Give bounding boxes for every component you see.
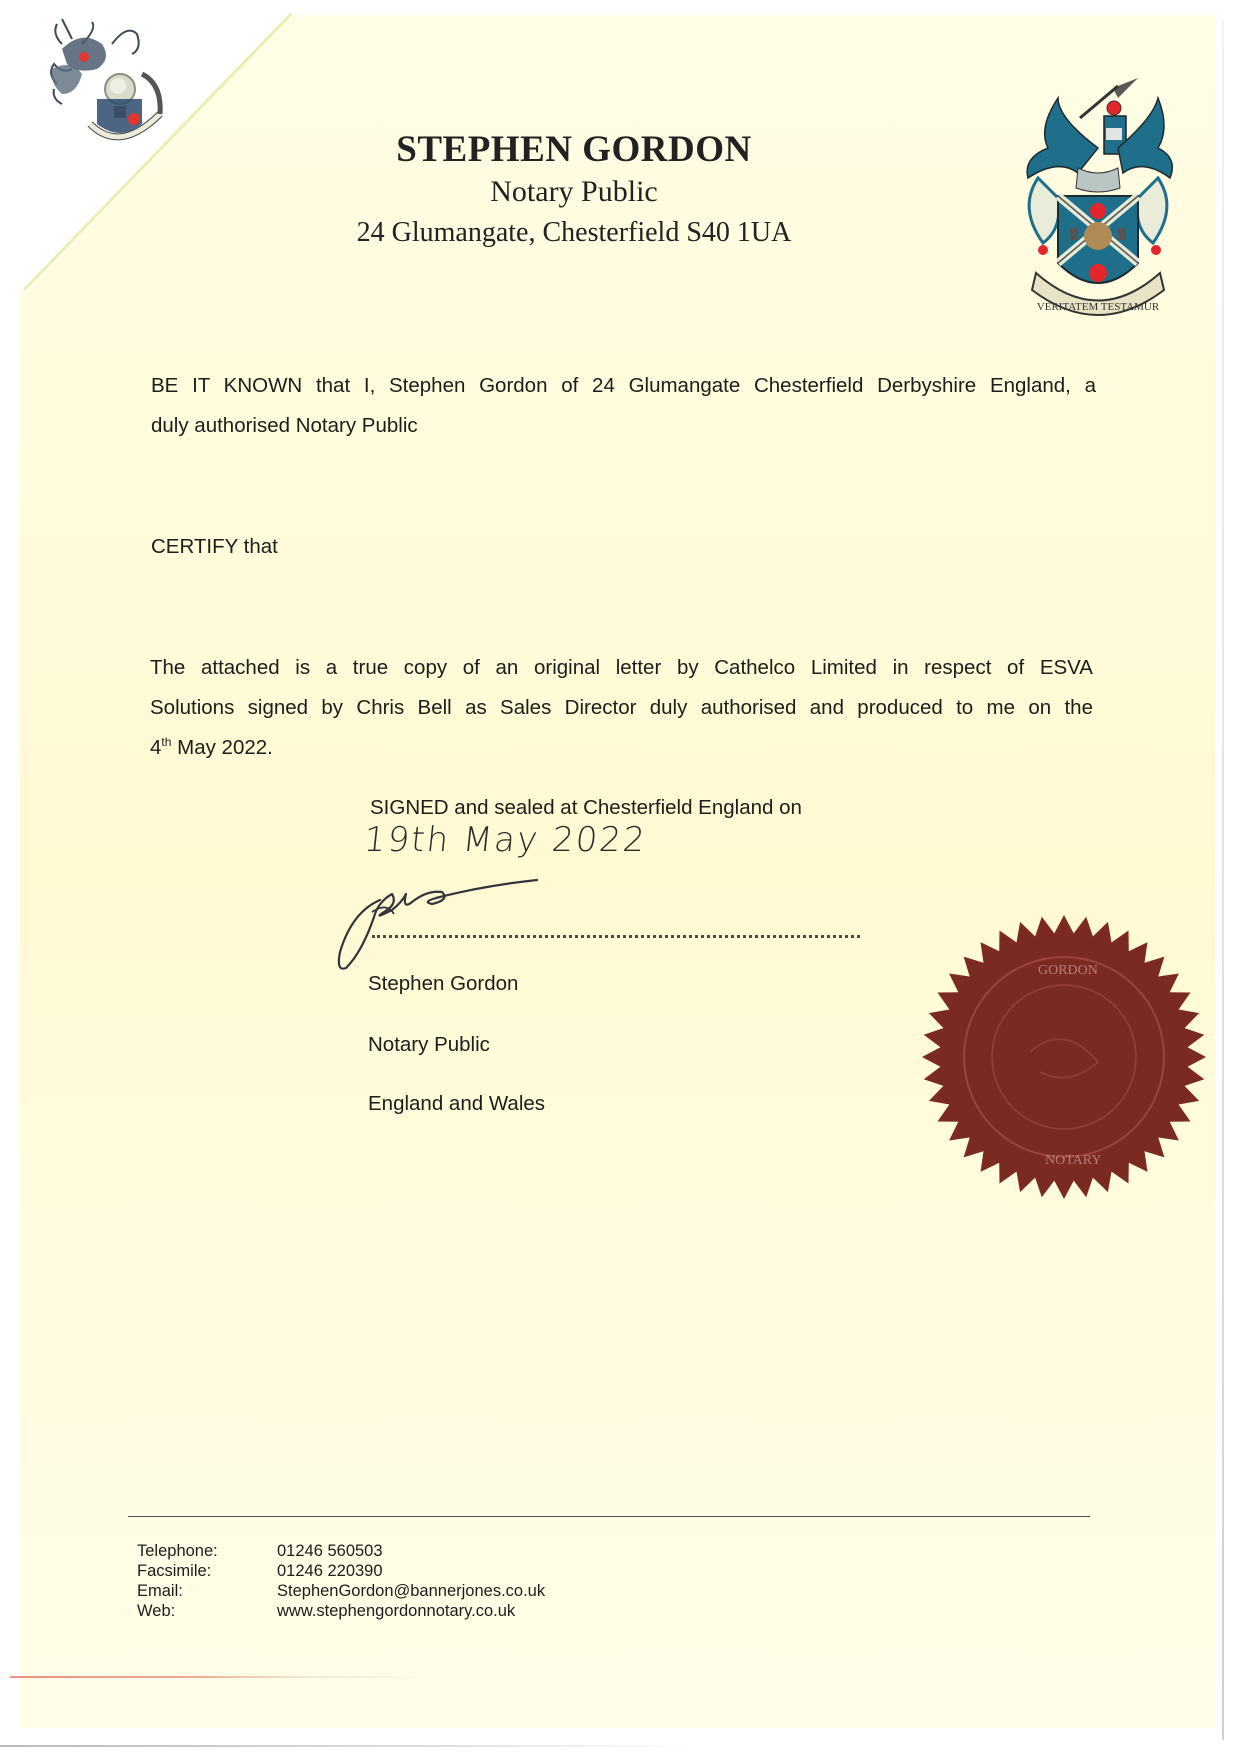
signatory-jurisdiction: England and Wales: [368, 1092, 546, 1115]
attestation-paragraph: [150, 648, 1093, 768]
contact-footer: [137, 1541, 545, 1621]
signatory-role: Notary Public: [368, 1033, 490, 1056]
web-label: Web:: [137, 1602, 176, 1620]
footer-email-row: [137, 1581, 545, 1601]
attestation-date-rest: May 2022.: [171, 736, 273, 759]
notary-address: 24 Glumangate, Chesterfield S40 1UA: [356, 217, 792, 248]
handwritten-date: 19th May 2022: [361, 820, 649, 860]
letterhead: [300, 128, 848, 254]
scan-artifact-line: [10, 1676, 430, 1678]
footer-web-row: [137, 1601, 545, 1621]
footer-telephone-row: [137, 1541, 545, 1561]
signature-line: [372, 935, 860, 938]
facsimile-label: Facsimile:: [137, 1562, 212, 1580]
footer-divider: [128, 1516, 1090, 1517]
certify-heading: CERTIFY that: [151, 535, 278, 558]
facsimile-value: 01246 220390: [277, 1562, 383, 1580]
notary-title: Notary Public: [490, 175, 658, 208]
svg-text:NOTARY: NOTARY: [1045, 1153, 1102, 1168]
email-value[interactable]: StephenGordon@bannerjones.co.uk: [277, 1582, 546, 1600]
notary-name-heading: STEPHEN GORDON: [396, 129, 752, 170]
signatory-name: Stephen Gordon: [368, 972, 519, 995]
email-label: Email:: [137, 1582, 183, 1600]
notary-seal-icon: [920, 912, 1208, 1202]
attestation-line-1: The attached is a true copy of an original letter by Cathelco Limited in respect of ESVA: [150, 656, 1093, 679]
attestation-date-day: 4: [150, 736, 162, 759]
signature-icon: [332, 872, 552, 977]
telephone-value: 01246 560503: [277, 1542, 383, 1560]
telephone-label: Telephone:: [137, 1542, 218, 1560]
signed-sealed-statement: SIGNED and sealed at Chesterfield England on: [370, 796, 802, 819]
web-value[interactable]: www.stephengordonnotary.co.uk: [277, 1602, 516, 1620]
crest-motto: VERITATEM TESTAMUR: [1036, 301, 1160, 313]
page-edge: [1222, 20, 1224, 1740]
page-bottom-shadow: [0, 1745, 700, 1747]
svg-text:GORDON: GORDON: [1038, 963, 1098, 978]
attestation-line-2: Solutions signed by Chris Bell as Sales Director duly authorised and produced to me on the: [150, 696, 1093, 719]
be-it-known-line-1: BE IT KNOWN that I, Stephen Gordon of 24 Glumangate Chesterfield Derbyshire England, a: [151, 374, 1096, 397]
coat-of-arms-icon: [1018, 78, 1178, 322]
footer-facsimile-row: [137, 1561, 545, 1581]
be-it-known-paragraph: [151, 366, 1096, 446]
be-it-known-line-2: duly authorised Notary Public: [151, 414, 418, 437]
attestation-date-suffix: th: [161, 735, 172, 749]
coat-of-arms-small-icon: [42, 14, 174, 146]
attestation-date: [150, 736, 273, 759]
